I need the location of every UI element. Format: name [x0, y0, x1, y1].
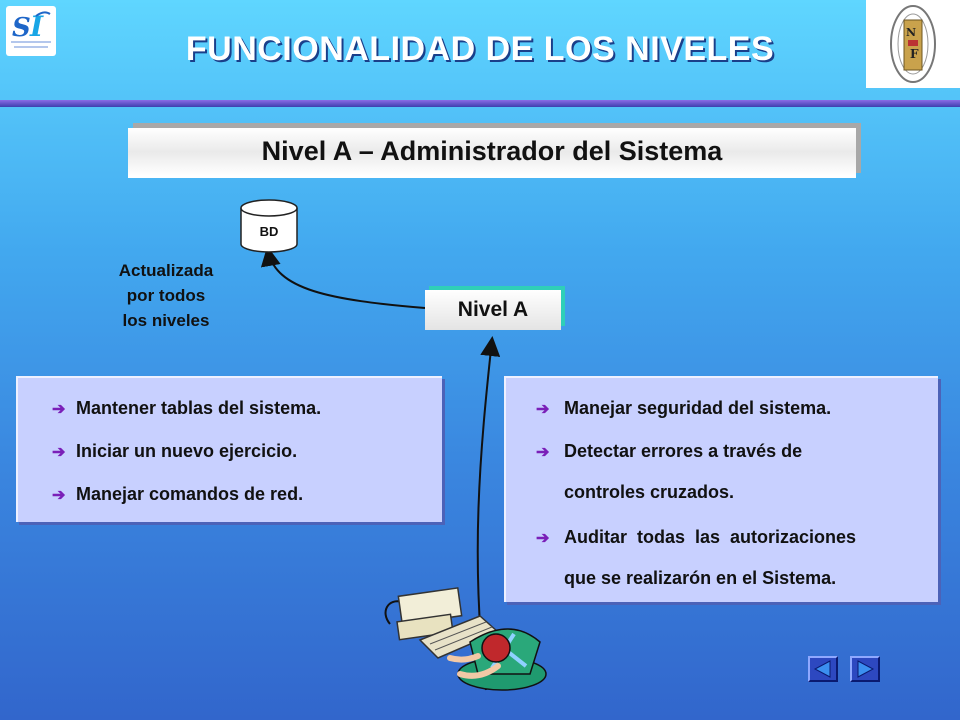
svg-text:F: F — [910, 47, 919, 61]
svg-text:N: N — [906, 26, 917, 39]
update-note-line: Actualizada — [118, 261, 214, 280]
task-text: que se realizarón en el Sistema. — [564, 568, 837, 588]
task-text: controles cruzados. — [564, 482, 735, 502]
update-note — [96, 258, 236, 333]
bd-connector-arrow — [268, 250, 425, 308]
bullet-arrow-icon: ➔ — [536, 530, 550, 547]
left-task-panel — [16, 376, 442, 522]
prev-slide-button[interactable] — [808, 656, 838, 682]
bullet-arrow-icon: ➔ — [536, 444, 550, 461]
svg-text:I: I — [30, 10, 44, 43]
task-text: Auditar todas las autorizaciones — [564, 527, 857, 547]
triangle-right-icon — [852, 658, 878, 680]
task-text: Manejar comandos de red. — [76, 484, 304, 504]
section-title: Nivel A – Administrador del Sistema — [261, 136, 723, 166]
database-label: BD — [259, 224, 279, 239]
level-a-label: Nivel A — [457, 298, 529, 321]
bullet-arrow-icon: ➔ — [536, 401, 550, 418]
right-task-panel — [504, 376, 938, 602]
bullet-arrow-icon: ➔ — [52, 401, 66, 418]
task-text: Mantener tablas del sistema. — [76, 398, 322, 418]
bullet-arrow-icon: ➔ — [52, 487, 66, 504]
bullet-arrow-icon: ➔ — [52, 444, 66, 461]
person-at-computer-icon — [380, 582, 560, 694]
task-text: Manejar seguridad del sistema. — [564, 398, 832, 418]
triangle-left-icon — [810, 658, 836, 680]
page-title: FUNCIONALIDAD DE LOS NIVELES — [185, 30, 775, 68]
task-text: Detectar errores a través de — [564, 441, 803, 461]
level-a-box — [425, 290, 561, 330]
next-slide-button[interactable] — [850, 656, 880, 682]
task-text: Iniciar un nuevo ejercicio. — [76, 441, 298, 461]
update-note-line: los niveles — [122, 311, 210, 330]
update-note-line: por todos — [126, 286, 206, 305]
svg-text:S: S — [12, 13, 31, 43]
